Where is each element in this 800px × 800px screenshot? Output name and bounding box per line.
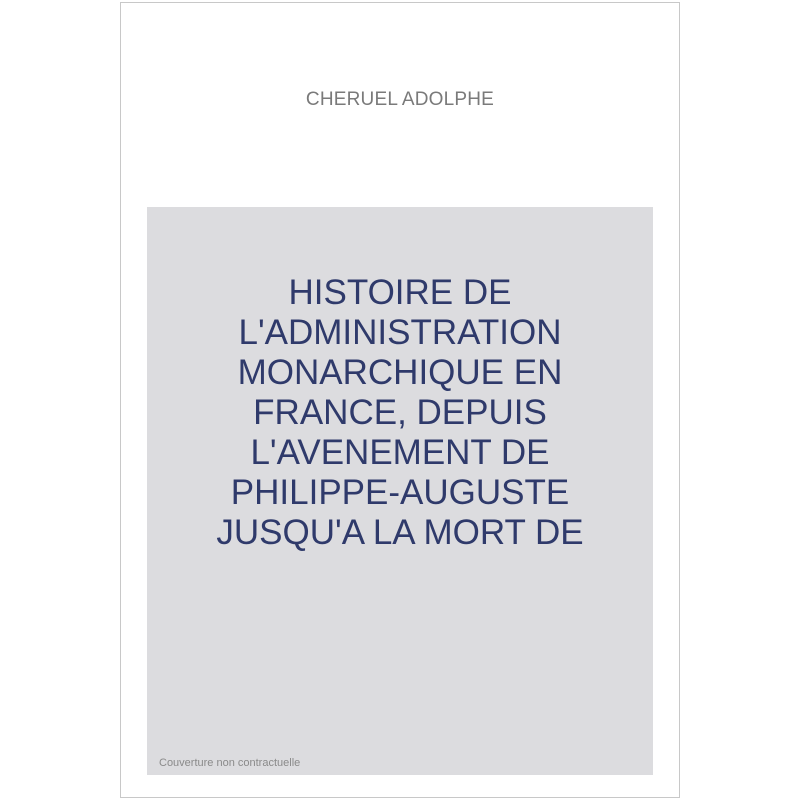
title-line: JUSQU'A LA MORT DE [216,513,584,552]
book-cover [120,2,680,798]
cover-disclaimer: Couverture non contractuelle [159,757,301,769]
author-name: CHERUEL ADOLPHE [305,89,495,110]
book-title [147,273,653,553]
title-line: L'AVENEMENT DE [250,433,550,472]
title-line: FRANCE, DEPUIS [253,393,547,432]
title-line: MONARCHIQUE EN [237,353,563,392]
title-line: PHILIPPE-AUGUSTE [230,473,570,512]
title-line: L'ADMINISTRATION [238,313,562,352]
title-panel [147,207,653,775]
title-line: HISTOIRE DE [288,273,512,312]
